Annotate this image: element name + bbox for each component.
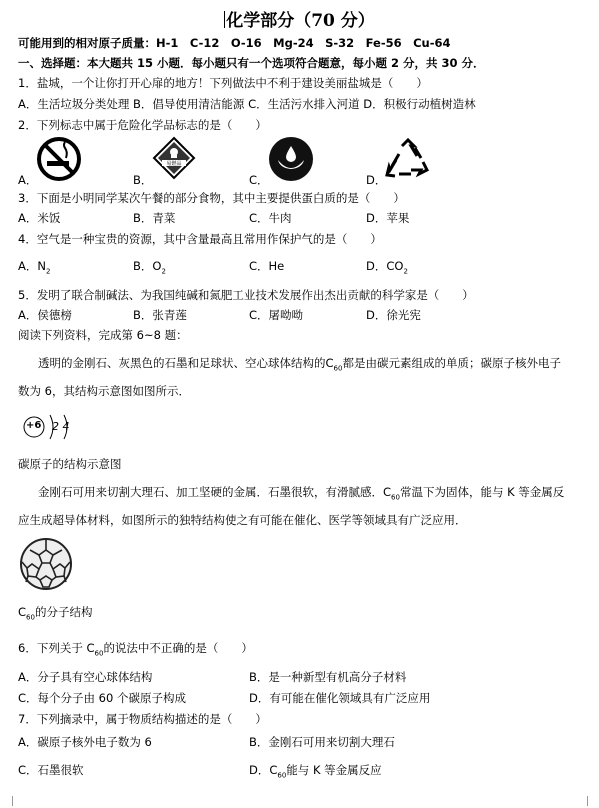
c60-molecule-diagram — [18, 536, 74, 592]
reading-paragraph-1 — [38, 355, 561, 371]
q4-b-text: B．O — [133, 259, 162, 273]
q3-option-a: A．米饭 — [18, 211, 61, 225]
q6-option-b: B．是一种新型有机高分子材料 — [249, 670, 407, 684]
q7-option-d — [249, 762, 382, 778]
q5-stem: 5．发明了联合制碱法、为我国纯碱和氮肥工业技术发展作出杰出贡献的科学家是（ ） — [18, 288, 474, 302]
recycle-icon — [385, 138, 431, 182]
q4-a-sub: 2 — [45, 267, 51, 276]
q2-option-b-label: B． — [133, 173, 153, 187]
q3-option-c: C．牛肉 — [249, 211, 292, 225]
c60-caption-text: 的分子结构 — [34, 605, 93, 619]
q7-stem: 7．下列摘录中，属于物质结构描述的是（ ） — [18, 712, 267, 726]
q4-option-d — [366, 258, 408, 274]
q4-option-c — [249, 258, 284, 274]
p2-text-b: 常温下为固体，能与 K 等金属反 — [399, 485, 565, 499]
q4-option-b — [133, 258, 166, 274]
section-heading: 一、选择题：本大题共 15 小题．每小题只有一个选项符合题意，每小题 2 分，共 30 分． — [18, 56, 485, 70]
poison-label: 易燃品 — [166, 161, 182, 167]
q7-option-c: C．石墨很软 — [18, 763, 84, 777]
no-smoking-icon — [36, 136, 82, 182]
c60-caption-sub: 60 — [26, 613, 35, 622]
q7-d-text-b: 能与 K 等金属反应 — [286, 763, 382, 777]
q6-stem-a: 6．下列关于 C — [18, 641, 95, 655]
q3-option-d: D．苹果 — [366, 211, 410, 225]
q5-option-d: D．徐光宪 — [366, 308, 421, 322]
q4-c-text: C．He — [249, 259, 285, 273]
q5-option-a: A．侯德榜 — [18, 308, 72, 322]
q2-option-a-label: A． — [18, 173, 38, 187]
poison-warning-icon — [152, 136, 196, 180]
reading-paragraph-2-line2: 应生成超导体材料，如图所示的独特结构使之有可能在催化、医学等领域具有广泛应用． — [18, 513, 467, 527]
p1-text-b: 都是由碳元素组成的单质；碳原子核外电子 — [342, 356, 561, 370]
p1-text-a: 透明的金刚石、灰黑色的石墨和足球状、空心球体结构的C — [38, 356, 334, 370]
reading-paragraph-2 — [38, 484, 564, 500]
atom-shell-electrons: 2 4 — [52, 420, 70, 433]
q7-option-a: A．碳原子核外电子数为 6 — [18, 735, 152, 749]
atomic-mass-line: 可能用到的相对原子质量：H-1 C-12 O-16 Mg-24 S-32 Fe-56 Cu-64 — [18, 36, 451, 50]
q6-option-d: D．有可能在催化领域具有广泛应用 — [249, 691, 431, 705]
reading-paragraph-1-line2: 数为 6，其结构示意图如图所示． — [18, 384, 190, 398]
page-corner-mark — [587, 796, 598, 806]
p2-text-a: 金刚石可用来切割大理石、加工坚硬的金属．石墨很软，有滑腻感．C — [38, 485, 392, 499]
q2-option-c-label: C． — [249, 173, 269, 187]
q2-option-d-label: D． — [366, 173, 387, 187]
reading-intro: 阅读下列资料，完成第 6~8 题： — [18, 328, 188, 342]
page-corner-mark — [2, 796, 13, 806]
title-text: 化学部分（70 分） — [226, 11, 375, 31]
atom-diagram-caption: 碳原子的结构示意图 — [18, 457, 122, 471]
q4-b-sub: 2 — [161, 267, 166, 276]
q7-option-b: B．金刚石可用来切割大理石 — [249, 735, 395, 749]
q7-d-text-a: D．C — [249, 763, 278, 777]
q4-option-a — [18, 258, 50, 274]
q4-d-sub: 2 — [403, 267, 408, 276]
page-title — [0, 6, 599, 31]
q5-option-b: B．张青莲 — [133, 308, 187, 322]
q7-d-sub: 60 — [277, 771, 287, 780]
c60-caption — [18, 604, 92, 620]
atom-nucleus-label: +6 — [26, 420, 42, 431]
q6-stem — [18, 640, 253, 656]
q3-option-b: B．青菜 — [133, 211, 176, 225]
q4-stem: 4．空气是一种宝贵的资源，其中含量最高且常用作保护气的是（ ） — [18, 232, 382, 246]
q1-options: A．生活垃圾分类处理 B．倡导使用清洁能源 C．生活污水排入河道 D．积极行动植树造林 — [18, 97, 476, 111]
c60-caption-c: C — [18, 605, 27, 619]
water-saving-icon — [268, 136, 314, 182]
q6-stem-sub: 60 — [94, 649, 104, 658]
p2-sub: 60 — [391, 493, 400, 502]
p1-sub: 60 — [333, 364, 343, 373]
q4-d-text: D．CO — [366, 259, 404, 273]
q6-stem-b: 的说法中不正确的是（ ） — [103, 641, 253, 655]
q5-option-c: C．屠呦呦 — [249, 308, 304, 322]
q3-stem: 3．下面是小明同学某次午餐的部分食物，其中主要提供蛋白质的是（ ） — [18, 191, 405, 205]
q1-stem: 1．盐城，一个让你打开心扉的地方！下列做法中不利于建设美丽盐城是（ ） — [18, 76, 428, 90]
q2-stem: 2．下列标志中属于危险化学品标志的是（ ） — [18, 118, 267, 132]
q6-option-c: C．每个分子由 60 个碳原子构成 — [18, 691, 186, 705]
q6-option-a: A．分子具有空心球体结构 — [18, 670, 153, 684]
q4-a-text: A．N — [18, 259, 46, 273]
